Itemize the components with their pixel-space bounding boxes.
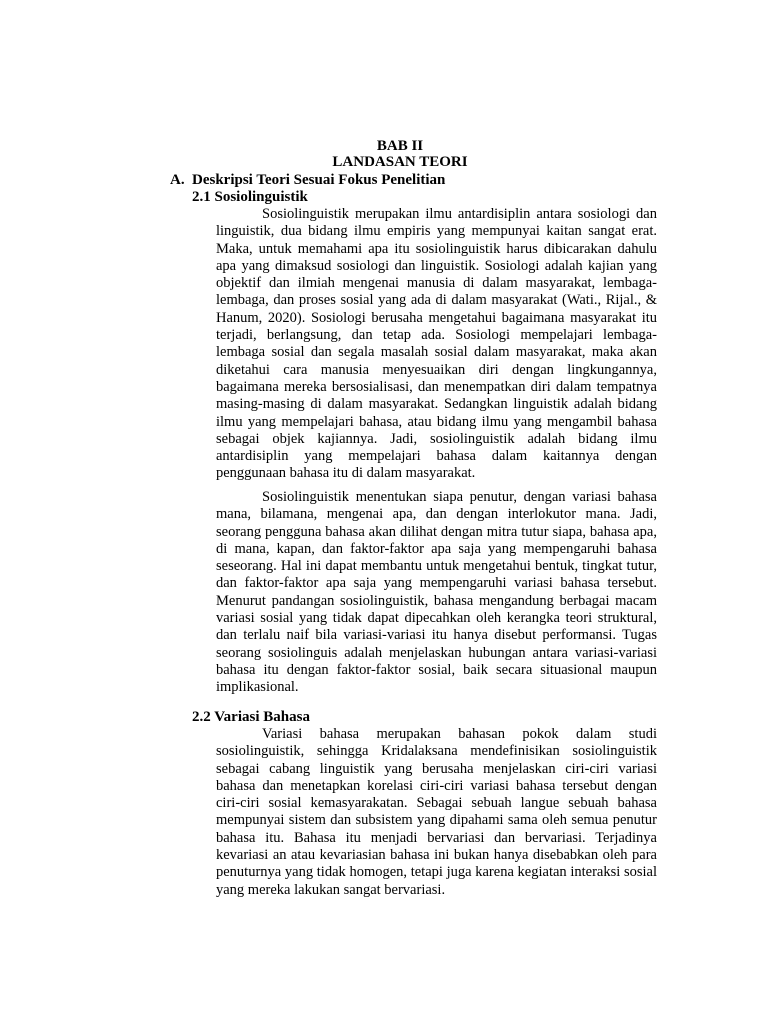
paragraph: Variasi bahasa merupakan bahasan pokok dalam studi sosiolinguistik, sehingga Kridalaksana mendefinisikan sosiolinguistik sebagai cabang linguistik yang berusaha menjelaskan ciri-ciri variasi bahasa dan menetapkan korelasi ciri-ciri variasi bahasa tersebut dengan ciri-ciri sosial kemasyarakatan. Sebagai sebuah langue sebuah bahasa mempunyai sistem dan subsistem yang dipahami sama oleh semua penutur bahasa itu. Bahasa itu menjadi bervariasi dan bervariasi. Terjadinya kevariasi an atau kevariasian bahasa ini bukan hanya disebabkan oleh para penuturnya yang tidak homogen, tetapi juga karena kegiatan interaksi sosial yang mereka lakukan sangat bervariasi. — [216, 726, 657, 898]
section-letter: A. — [170, 172, 185, 188]
subsection-heading-sosiolinguistik: 2.1 Sosiolinguistik — [192, 189, 308, 205]
subsection-heading-variasi-bahasa: 2.2 Variasi Bahasa — [192, 709, 310, 725]
paragraph: Sosiolinguistik menentukan siapa penutur, dengan variasi bahasa mana, bilamana, mengenai apa, dan dengan interlokutor mana. Jadi, seorang pengguna bahasa akan dilihat dengan mitra tutur siapa, bahasa apa, di mana, kapan, dan faktor-faktor apa saja yang mempengaruhi bahasa seseorang. Hal ini dapat membantu untuk mengetahui bentuk, tingkat tutur, dan faktor-faktor apa saja yang mempengaruhi variasi bahasa tersebut. Menurut pandangan sosiolinguistik, bahasa mengandung berbagai macam variasi sosial yang tidak dapat dipecahkan oleh kerangka teori struktural, dan terlalu naif bila variasi-variasi itu hanya disebut performansi. Tugas seorang sosiolinguis adalah menjelaskan hubungan antara variasi-variasi bahasa itu dengan faktor-faktor sosial, baik secara situasional maupun implikasional. — [216, 489, 657, 696]
section-heading — [170, 172, 445, 189]
chapter-title: LANDASAN TEORI — [332, 154, 468, 170]
chapter-number: BAB II — [376, 138, 424, 154]
paragraph: Sosiolinguistik merupakan ilmu antardisiplin antara sosiologi dan linguistik, dua bidang ilmu empiris yang mempunyai kaitan sangat erat. Maka, untuk memahami apa itu sosiolinguistik harus dibicarakan dahulu apa yang dimaksud sosiologi dan linguistik. Sosiologi adalah kajian yang objektif dan ilmiah mengenai manusia di dalam masyarakat, lembaga-lembaga, dan proses sosial yang ada di dalam masyarakat (Wati., Rijal., & Hanum, 2020). Sosiologi berusaha mengetahui bagaimana masyarakat itu terjadi, berlangsung, dan tetap ada. Sosiologi mempelajari lembaga-lembaga sosial dan segala masalah sosial dalam masyarakat, maka akan diketahui cara manusia menyesuaikan diri dengan lingkungannya, bagaimana mereka bersosialisasi, dan menempatkan diri dalam tempatnya masing-masing di dalam masyarakat. Sedangkan linguistik adalah bidang ilmu yang mempelajari bahasa, atau bidang ilmu yang mengambil bahasa sebagai objek kajiannya. Jadi, sosiolinguistik adalah bidang ilmu antardisiplin yang mempelajari bahasa dalam kaitannya dengan penggunaan bahasa itu di dalam masyarakat. — [216, 206, 657, 482]
section-title: Deskripsi Teori Sesuai Fokus Penelitian — [192, 172, 446, 188]
